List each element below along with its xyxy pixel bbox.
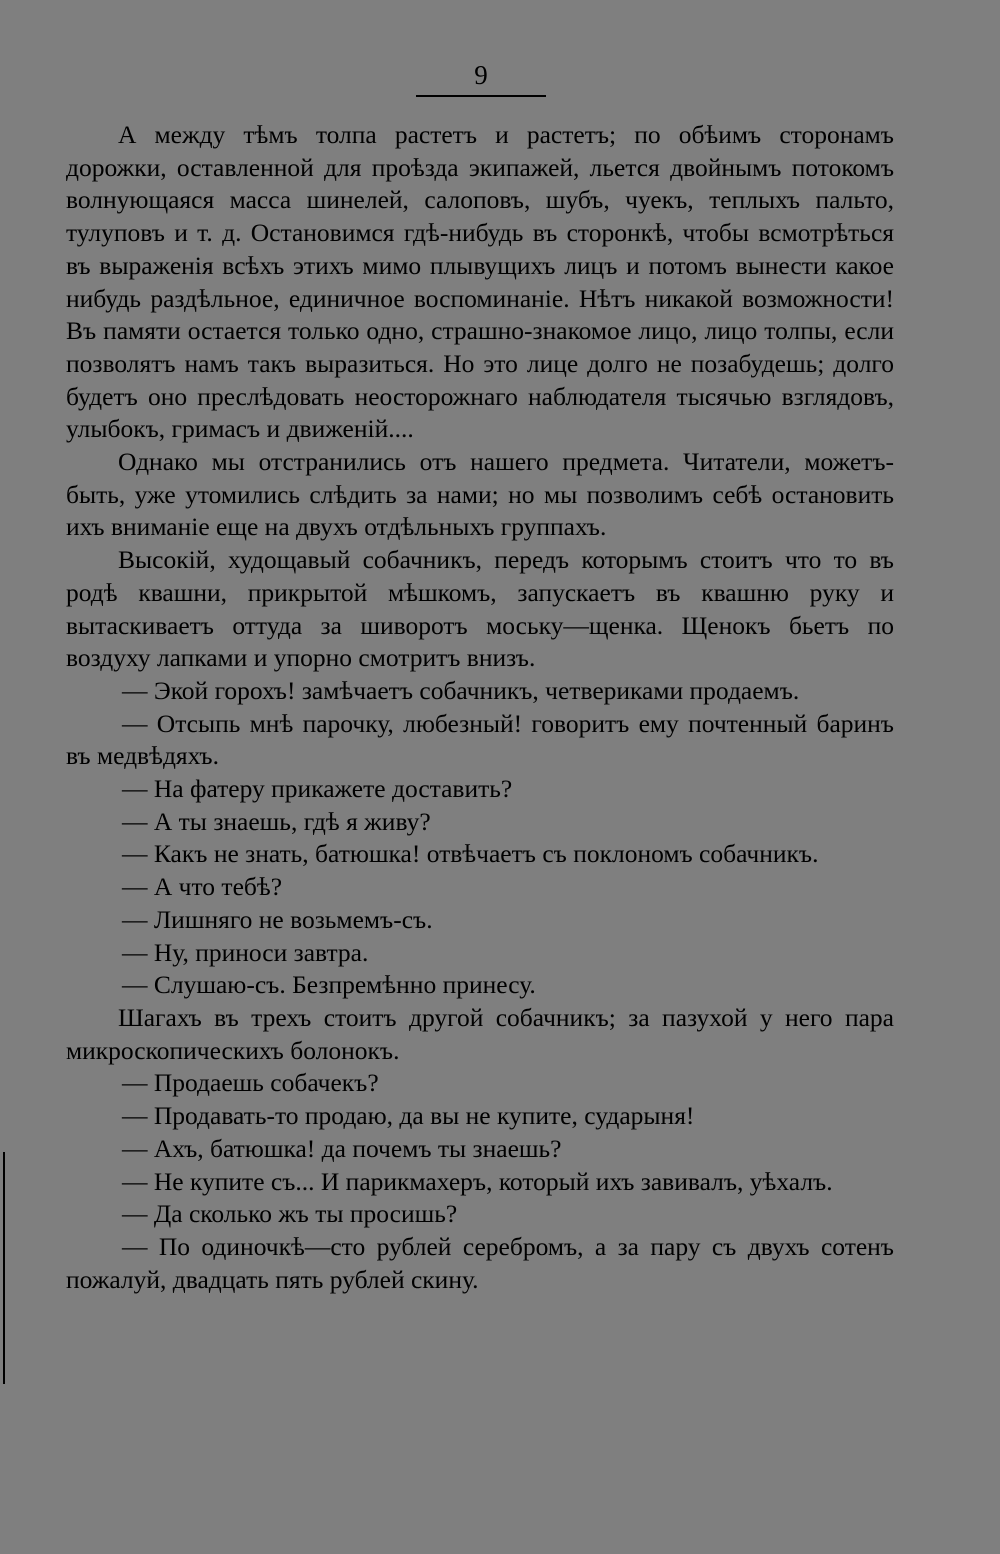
dialog-line: — Да сколько жъ ты просишь? xyxy=(122,1199,458,1229)
paragraph-second-seller: Шагахъ въ трехъ стоитъ другой собачникъ; за пазухой у него пара микроскопическихъ болонокъ. xyxy=(66,1002,894,1065)
dialog-line: — А что тебѣ? xyxy=(122,872,283,902)
dialog-line: — Не купите съ... И парикмахеръ, который ихъ завивалъ, уѣхалъ. xyxy=(122,1166,833,1196)
dialog-line: — Продавать-то продаю, да вы не купите, сударыня! xyxy=(122,1101,695,1131)
dialog-line: — Экой горохъ! замѣчаетъ собачникъ, четвериками продаемъ. xyxy=(122,675,800,705)
dialog-line: — А ты знаешь, гдѣ я живу? xyxy=(122,806,431,836)
paragraph-digression: Однако мы отстранились отъ нашего предмета. Читатели, можетъ-быть, уже утомились слѣдить за нами; но мы позволимъ себѣ остановить ихъ вниманіе еще на двухъ отдѣльныхъ группахъ. xyxy=(66,447,894,542)
dialog-line: — Лишняго не возьмемъ-съ. xyxy=(122,904,433,934)
dialog-line: — Слушаю-съ. Безпремѣнно принесу. xyxy=(122,970,536,1000)
dialog-line: — Какъ не знать, батюшка! отвѣчаетъ съ поклономъ собачникъ. xyxy=(122,839,819,869)
body-text xyxy=(66,119,894,1296)
dialog-line: — Ну, приноси завтра. xyxy=(122,937,369,967)
page-number-rule xyxy=(416,95,546,97)
dialog-line: — По одиночкѣ—сто рублей серебромъ, а за пару съ двухъ сотенъ пожалуй, двадцать пять рублей скину. xyxy=(66,1231,894,1294)
paragraph-dog-seller: Высокій, худощавый собачникъ, передъ которымъ стоитъ что то въ родѣ квашни, прикрытой мѣшкомъ, запускаетъ въ квашню руку и вытаскиваетъ оттуда за шиворотъ моську—щенка. Щенокъ бьетъ по воздуху лапками и упорно смотритъ внизъ. xyxy=(66,545,894,673)
dialog-line: — На фатеру прикажете доставить? xyxy=(122,774,513,804)
dialog-line: — Отсыпь мнѣ парочку, любезный! говоритъ ему почтенный баринъ въ медвѣдяхъ. xyxy=(66,708,894,771)
paragraph-crowd: А между тѣмъ толпа растетъ и растетъ; по обѣимъ сторонамъ дорожки, оставленной для проѣзда экипажей, льется двойнымъ потокомъ волнующаяся масса шинелей, салоповъ, шубъ, чуекъ, теплыхъ пальто, тулуповъ и т. д. Остановимся гдѣ-нибудь въ сторонкѣ, чтобы всмотрѣться въ выраженія всѣхъ этихъ мимо плывущихъ лицъ и потомъ вынести какое нибудь раздѣльное, единичное воспоминаніе. Нѣтъ никакой возможности! Въ памяти остается только одно, страшно-знакомое лицо, лицо толпы, если позволятъ намъ такъ выразиться. Но это лице долго не позабудешь; долго будетъ оно преслѣдовать неосторожнаго наблюдателя тысячью взглядовъ, улыбокъ, гримасъ и движеній.... xyxy=(66,120,894,444)
margin-rule xyxy=(3,1152,5,1384)
dialog-line: — Продаешь собачекъ? xyxy=(122,1068,379,1098)
page-number: 9 xyxy=(474,60,488,90)
dialog-line: — Ахъ, батюшка! да почемъ ты знаешь? xyxy=(122,1133,562,1163)
